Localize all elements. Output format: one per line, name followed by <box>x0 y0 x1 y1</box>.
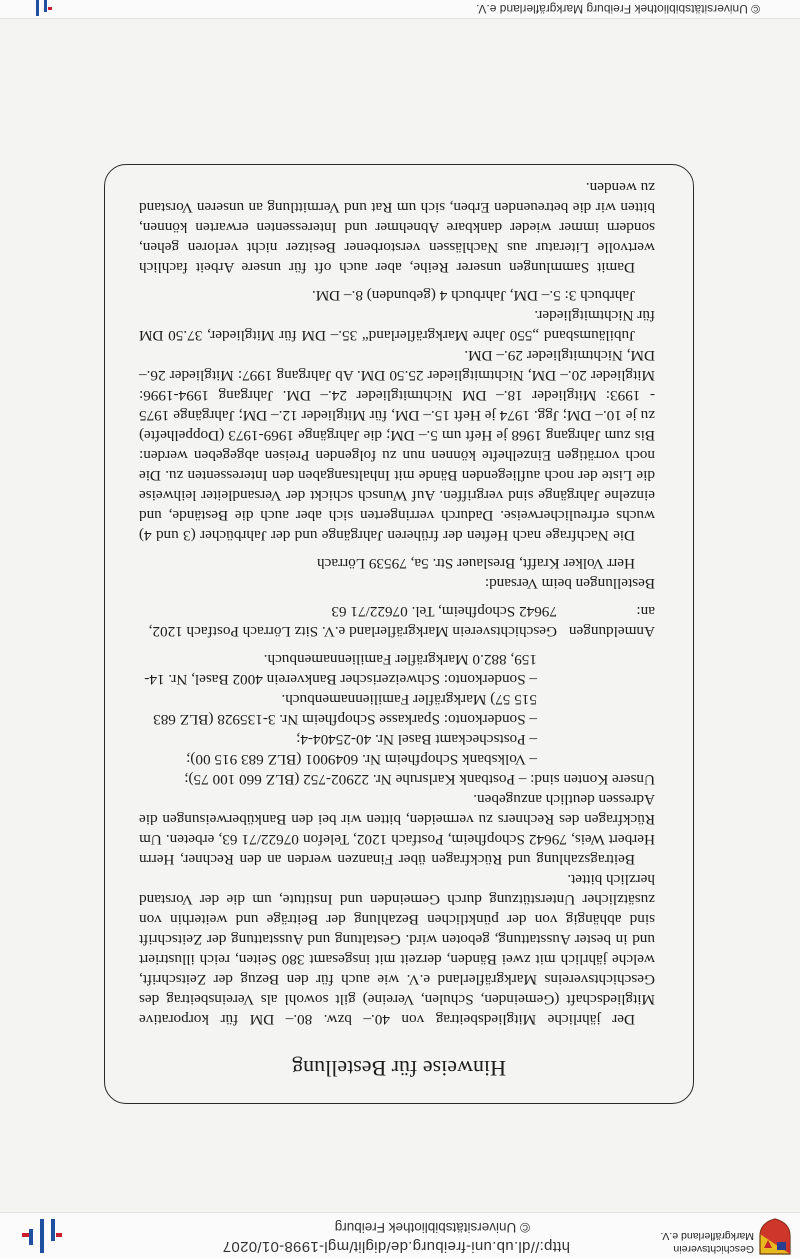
library-logo-small-icon <box>22 0 52 16</box>
yearbook-prices: Jahrbuch 3: 5.– DM, Jahrbuch 4 (gebunden) 8.– DM. <box>311 287 635 304</box>
notice-body <box>139 177 655 1029</box>
payment-paragraph: Beitragszahlung und Rückfragen über Finanzen werden an den Rechner, Herrn Herbert Weis, 79642 Schopfheim, Postfach 1202, Telefon 07622/71 63, erbeten. Um Rückfragen des Rechners zu vermeiden, bitten wir bei den Banküberweisungen die Adressen deutlich anzugeben. <box>139 791 655 868</box>
shipping-label: Bestellungen beim Versand: <box>484 575 655 592</box>
registration-row <box>139 601 655 641</box>
back-issues-paragraph: Die Nachfrage nach Heften der früheren Jahrgänge und der Jahrbücher (3 und 4) wuchs erfreulicherweise. Dadurch verringerten sich aber auch die Bestände, und einzelne Jahrgänge sind vergriffen. Auf Wunsch schickt der Versandleiter leihweise die Liste der noch aufliegenden Bände mit Inhaltsangaben den Interessenten zu. Die noch vorrätigen Einzelhefte können nun zu folgenden Preisen abgegeben werden: Bis zum Jahrgang 1968 je Heft um 5.– DM; die Jahrgänge 1969-1973 (Doppelhefte) zu je 10.– DM; Jgg. 1974 je Heft 15.– DM, für Mitglieder 12.– DM; Jahrgänge 1975 - 1993: Mitglieder 18.– DM Nichtmitglieder 24.– DM. Jahrgang 1994-1996: Mitglieder 20.– DM, Nichtmitglieder 25.50 DM. Ab Jahrgang 1997: Mitglieder 26.– DM, Nichtmitglieder 29.– DM. <box>139 347 655 544</box>
registration-address: Geschichtsverein Markgräflerland e.V. Sitz Lörrach Postfach 1202, 79642 Schopfheim, Tel. 07622/71 63 <box>148 603 557 640</box>
order-notice-box <box>104 164 694 1104</box>
account-line: – Sonderkonto: Sparkasse Schopfheim Nr. 3-135928 (BLZ 683 515 57) Markgräfler Familiennamenbuch. <box>153 691 537 728</box>
anniversary-volume-paragraph: Jubiläumsband „550 Jahre Markgräflerland“ 35.– DM für Mitglieder, 37.50 DM für Nichtmitglieder. <box>139 307 655 344</box>
shipping-address: Herr Volker Krafft, Breslauer Str. 5a, 79539 Lörrach <box>316 555 635 572</box>
account-line: – Sonderkonto: Schweizerischer Bankverein 4002 Basel, Nr. 14-159, 882.0 Markgräfler Familiennamenbuch. <box>144 651 537 688</box>
association-line-1: Geschichtsverein <box>673 1243 754 1255</box>
membership-paragraph: Der jährliche Mitgliedsbeitrag von 40.– bzw. 80.– DM für korporative Mitgliedschaft (Gemeinden, Schulen, Vereine) gilt sowohl als Vereinsbeitrag des Geschichtsvereins Markgräflerland e.V. wie auch für den Bezug der Zeitschrift, welche jährlich mit zwei Bänden, derzeit mit insgesamt 380 Seiten, reich illustriert und in bester Ausstattung, geboten wird. Gestaltung und Ausstattung der Zeitschrift sind abhängig von der pünktlichen Bezahlung der Beiträge und weiterhin von zusätzlicher Unterstützung durch Gemeinden und Institute, um die der Vorstand herzlich bittet. <box>139 871 655 1028</box>
viewer-header <box>0 1212 800 1259</box>
estate-literature-paragraph: Damit Sammlungen unserer Reihe, aber auch oft für unsere Arbeit fachlich wertvolle Literatur aus Nachlässen verstorbener Besitzer nicht verloren gehen, sondern immer wieder dankbare Abnehmer und Interessenten erwarten können, bitten wir die betreuenden Erben, sich um Rat und Vermittlung an unseren Vorstand zu wenden. <box>139 179 655 276</box>
account-line: – Volksbank Schopfheim Nr. 6049001 (BLZ 683 915 00); <box>186 751 537 768</box>
association-line-2: Markgräflerland e.V. <box>660 1230 754 1242</box>
viewer-footer <box>0 0 800 19</box>
permalink-url[interactable]: http://dl.ub.uni-freiburg.de/diglit/mgl-1998-01/0207 <box>222 1238 570 1255</box>
library-logo-icon <box>20 1217 64 1255</box>
association-name <box>660 1229 754 1255</box>
registration-label: Anmeldungen an: <box>568 603 655 640</box>
copyright-text: © Universitätsbibliothek Freiburg <box>334 1220 530 1235</box>
footer-text: © Universitätsbibliothek Freiburg Markgräflerland e.V. <box>476 2 760 16</box>
accounts-intro: Unsere Konten sind: – Postbank Karlsruhe Nr. 22902-752 (BLZ 660 100 75); <box>184 771 655 788</box>
account-line: – Postscheckamt Basel Nr. 40-25404-4; <box>296 731 537 748</box>
page-title: Hinweise für Bestellung <box>292 1056 506 1081</box>
coat-of-arms-icon <box>758 1218 792 1256</box>
